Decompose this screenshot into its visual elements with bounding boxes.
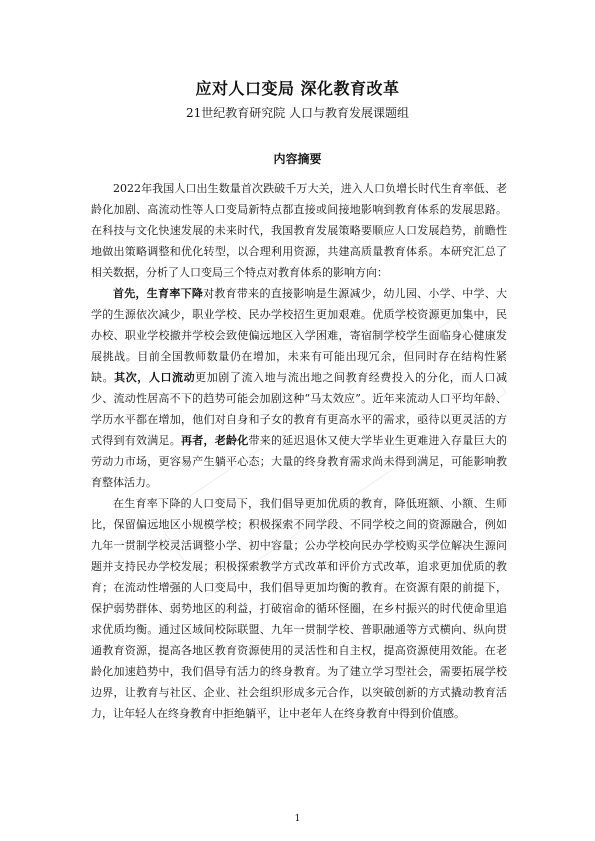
paragraph-text: 对教育带来的直接影响是生源减少，幼儿园、小学、中学、大学的生源依次减少，职业学校、民办学校招生更加艰难。优质学校资源更加集中，民办校、职业学校撤并学校会致使偏远地区入学困难，寄宿制学校学生面临身心健康发展挑战。目前全国教师数量仍在增加，未来有可能出现冗余，但同时存在结构性紧缺。	[91, 287, 508, 384]
abstract-body	[91, 178, 507, 724]
bold-lead-aging: 再者，老龄化	[181, 434, 249, 447]
paragraph-text: 在生育率下降的人口变局下，我们倡导更加优质的教育，降低班额、小额、生师比，保留偏远地区小规模学校；积极探索不同学段、不同学校之间的资源融合，例如九年一贯制学校灵活调整小学、初中容量；公办学校向民办学校购买学位解决生源问题并支持民办学校发展；积极探索教学方式改革和评价方式改革，追求更加优质的教育；在流动性增强的人口变局中，我们倡导更加均衡的教育。在资源有限的前提下，保护弱势群体、弱势地区的利益，打破宿命的循环怪圈，在乡村振兴的时代使命里追求优质均衡。通过区域间校际联盟、九年一贯制学校、普职融通等方式横向、纵向贯通教育资源，提高各地区教育资源使用的灵活性和自主权，提高资源使用效能。在老龄化加速趋势中，我们倡导有活力的终身教育。为了建立学习型社会，需要拓展学校边界，让教育与社区、企业、社会组织形成多元合作，以突破创新的方式撬动教育活力，让年轻人在终身教育中拒绝躺平，让中老年人在终身教育中得到价值感。	[91, 497, 507, 720]
section-heading: 内容摘要	[273, 152, 322, 166]
document-subtitle: 21世纪教育研究院 人口与教育发展课题组	[185, 106, 410, 120]
bold-lead-migration: 其次，人口流动	[114, 371, 196, 384]
paragraph-text: 2022年我国人口出生数量首次跌破千万大关，进入人口负增长时代生育率低、老龄化加剧、高流动性等人口变局新特点都直接或间接地影响到教育体系的发展思路。在科技与文化快速发展的未来时代，我国教育发展策略要顺应人口发展趋势，前瞻性地做出策略调整和优化转型，以合理利用资源，共建高质量教育体系。本研究汇总了相关数据，分析了人口变局三个特点对教育体系的影响方向：	[91, 182, 507, 279]
paragraph-text: 带来的延迟退休又使大学毕业生更难进入存量巨大的劳动力市场，更容易产生躺平心态；大量的终身教育需求尚未得到满足，可能影响教育整体活力。	[91, 434, 507, 489]
paragraph-impacts	[91, 283, 507, 493]
page-number: 1	[294, 814, 301, 824]
paragraph-recommendations	[91, 493, 507, 724]
paragraph-text: 更加剧了流入地与流出地之间教育经费投入的分化，而人口减少、流动性居高不下的趋势可能会加剧这种“马太效应”。近年来流动人口平均年龄、学历水平都在增加，他们对自身和子女的教育有更高水平的需求，亟待以更灵活的方式得到有效满足。	[91, 371, 508, 447]
paragraph-intro	[91, 178, 507, 283]
bold-lead-birthrate: 首先，生育率下降	[113, 287, 204, 300]
document-title: 应对人口变局 深化教育改革	[195, 79, 400, 98]
